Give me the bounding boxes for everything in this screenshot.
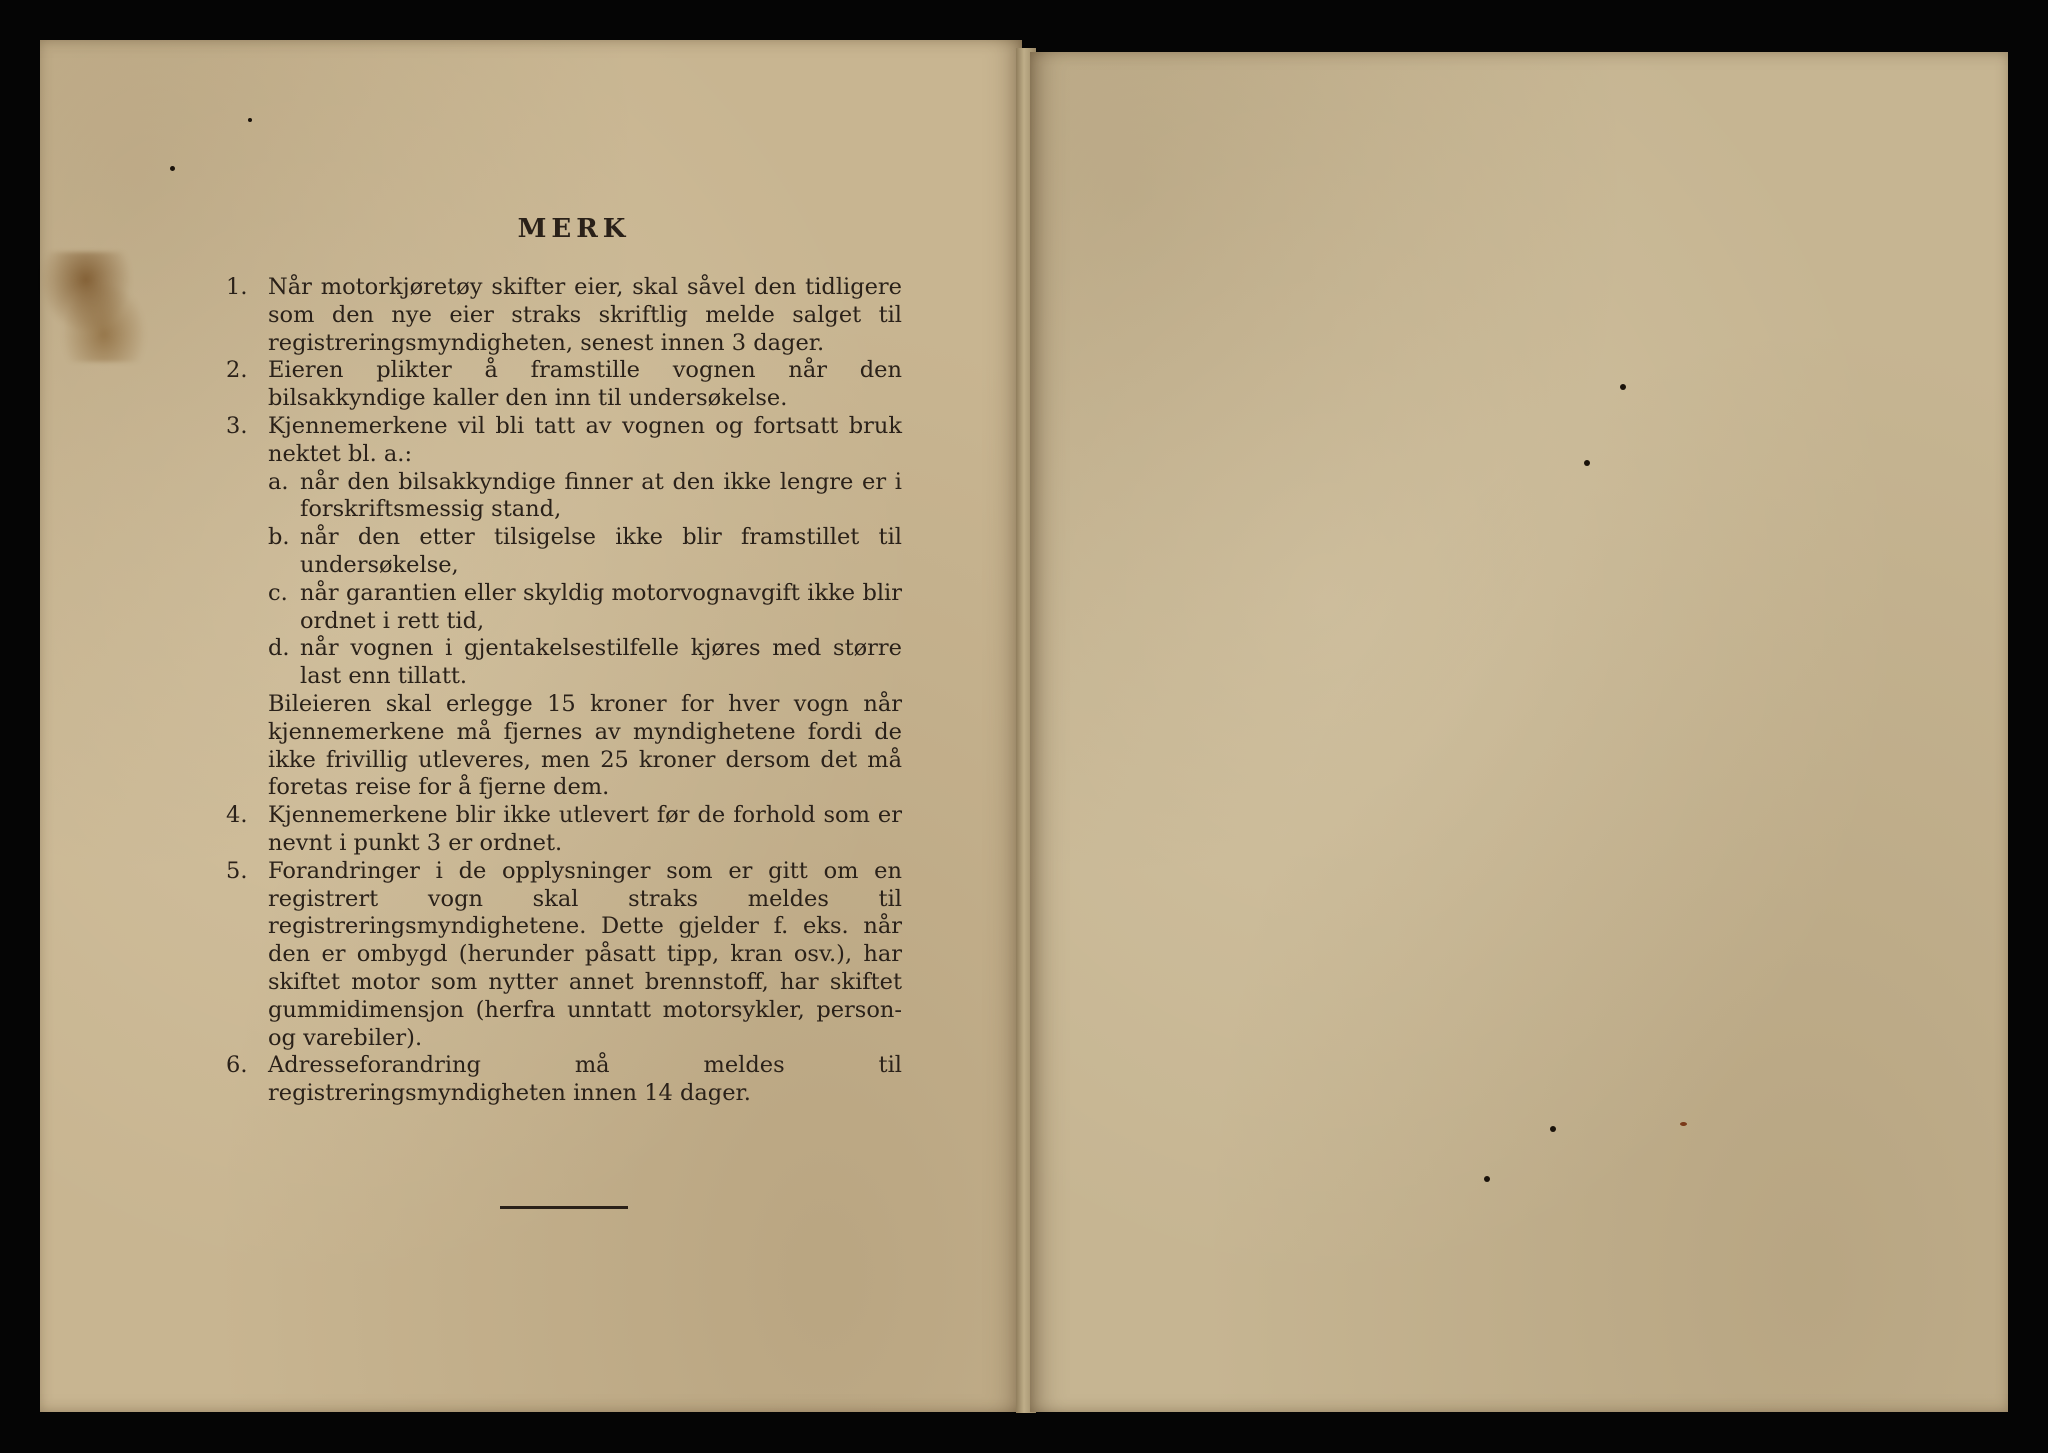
notice-item-1	[222, 274, 902, 357]
item-text: Adresseforandring må meldes til registreringsmyndigheten innen 14 dager.	[268, 1052, 902, 1107]
item-number: 3.	[226, 412, 248, 439]
paper-speck	[1550, 1126, 1556, 1132]
rust-stain	[38, 252, 158, 362]
item-number: 6.	[226, 1052, 248, 1079]
subitem-a	[268, 469, 902, 525]
item-text: Når motorkjøretøy skifter eier, skal såvel den tidligere som den nye eier straks skriftlig melde salget til registreringsmyndigheten, senest innen 3 dager.	[268, 274, 902, 356]
item-text: Kjennemerkene vil bli tatt av vognen og fortsatt bruk nektet bl. a.:	[268, 412, 902, 467]
notice-text-block	[222, 214, 902, 1108]
paper-speck	[248, 118, 252, 122]
paper-speck	[1484, 1176, 1490, 1182]
item-number: 5.	[226, 857, 248, 884]
notice-list	[222, 274, 902, 1108]
subitem-b	[268, 524, 902, 580]
notice-item-6	[222, 1052, 902, 1108]
end-divider-line	[500, 1206, 628, 1209]
item-text: Eieren plikter å framstille vognen når den bilsakkyndige kaller den inn til undersøkelse.	[268, 357, 902, 412]
paper-speck	[170, 166, 175, 171]
item-number: 4.	[226, 802, 248, 829]
subitem-c	[268, 580, 902, 636]
subitem-letter: c.	[268, 579, 288, 606]
subitem-letter: a.	[268, 468, 289, 495]
item-3-fee-text: Bileieren skal erlegge 15 kroner for hver vogn når kjennemerkene må fjernes av myndighetene fordi de ikke frivillig utleveres, men 25 kroner dersom det må foretas reise for å fjerne dem.	[268, 690, 902, 801]
notice-title: MERK	[517, 214, 631, 244]
paper-speck	[1584, 460, 1590, 466]
subitem-text: når den bilsakkyndige finner at den ikke lengre er i forskriftsmessig stand,	[300, 468, 902, 523]
notice-item-2	[222, 357, 902, 413]
notice-item-4	[222, 802, 902, 858]
subitem-text: når den etter tilsigelse ikke blir framstillet til undersøkelse,	[300, 524, 902, 578]
item-text: Forandringer i de opplysninger som er gitt om en registrert vogn skal straks meldes til registreringsmyndighetene. Dette gjelder f. eks. når den er ombygd (herunder påsatt tipp, kran osv.), har skiftet motor som nytter annet brennstoff, har skiftet gummidimensjon (herfra unntatt motorsykler, person- og varebiler).	[268, 857, 902, 1051]
right-page-blank	[1030, 52, 2008, 1412]
item-number: 2.	[226, 357, 248, 384]
notice-item-3	[222, 413, 902, 802]
item-number: 1.	[226, 274, 248, 300]
subitem-text: når vognen i gjentakelsestilfelle kjøres med større last enn tillatt.	[300, 635, 902, 690]
paper-speck	[1680, 1122, 1687, 1126]
subitem-text: når garantien eller skyldig motorvognavgift ikke blir ordnet i rett tid,	[300, 579, 902, 634]
subitem-letter: b.	[268, 524, 290, 551]
paper-speck	[1620, 384, 1626, 390]
item-text: Kjennemerkene blir ikke utlevert før de forhold som er nevnt i punkt 3 er ordnet.	[268, 802, 902, 856]
notice-item-5	[222, 858, 902, 1053]
subitem-d	[268, 635, 902, 691]
subitem-letter: d.	[268, 635, 290, 662]
